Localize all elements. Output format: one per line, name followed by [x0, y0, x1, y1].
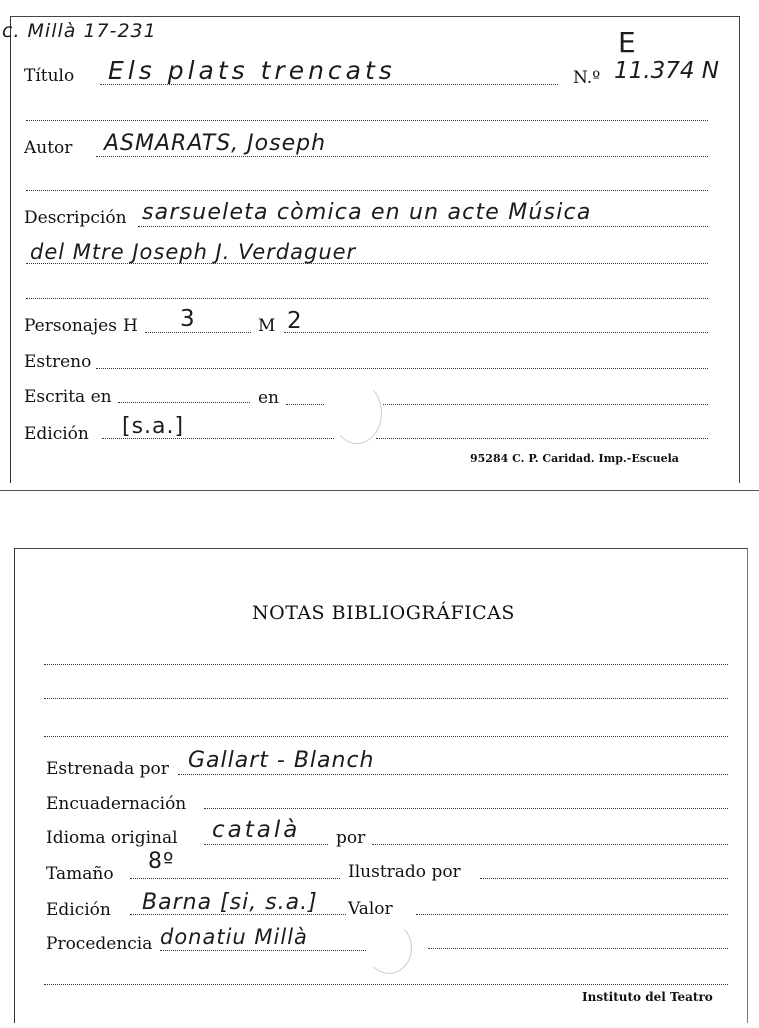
edicion-line [102, 438, 334, 439]
escrita-line [118, 402, 250, 403]
descripcion-line1: sarsueleta còmica en un acte Música [142, 200, 592, 225]
archive-reference: c. Millà 17-231 [2, 20, 157, 42]
estreno-label: Estreno [24, 352, 92, 372]
procedencia-value: donatiu Millà [160, 925, 308, 949]
valor-label: Valor [348, 899, 393, 919]
procedencia-line-2 [428, 948, 728, 949]
notas-line-1 [44, 664, 728, 665]
estrenada-value: Gallart - Blanch [188, 748, 375, 773]
hombres-value: 3 [180, 306, 196, 332]
estrenada-label: Estrenada por [46, 759, 169, 779]
encuadernacion-line [204, 808, 728, 809]
escrita-en-label: en [258, 388, 280, 408]
escrita-en-line-2 [383, 404, 708, 405]
estrenada-line [178, 774, 728, 775]
notas-line-2 [44, 698, 728, 699]
punch-hole-mark [332, 382, 382, 444]
descripcion-line2-rule [26, 263, 708, 264]
titulo-line [100, 84, 558, 85]
back-edicion-value: Barna [si, s.a.] [142, 890, 318, 915]
titulo-label: Título [24, 66, 75, 86]
mujeres-line [284, 332, 708, 333]
autor-value: ASMARATS, Joseph [104, 131, 327, 156]
edicion-line-2 [376, 438, 708, 439]
personajes-label: Personajes [24, 316, 117, 336]
procedencia-extra-line [44, 984, 728, 985]
numero-value: 11.374 N [614, 58, 719, 84]
autor-label: Autor [24, 138, 73, 158]
edicion-value: [s.a.] [122, 414, 185, 439]
escrita-en-line [286, 404, 324, 405]
card-separator [0, 490, 759, 491]
descripcion-label: Descripción [24, 208, 127, 228]
titulo-value: Els plats trencats [108, 56, 396, 85]
mujeres-label: M [258, 316, 276, 336]
estreno-line [96, 368, 708, 369]
printer-note: 95284 C. P. Caridad. Imp.-Escuela [470, 452, 679, 465]
titulo-extra-line [26, 120, 708, 121]
hombres-line [145, 332, 251, 333]
footer-institution: Instituto del Teatro [582, 990, 713, 1004]
back-edicion-line [130, 914, 346, 915]
idioma-value: català [212, 817, 301, 843]
descripcion-extra-line [26, 298, 708, 299]
mujeres-value: 2 [287, 308, 303, 334]
descripcion-line1-rule [138, 226, 708, 227]
numero-label: N.º [573, 68, 601, 88]
edicion-label: Edición [24, 424, 89, 444]
descripcion-line2: del Mtre Joseph J. Verdaguer [30, 240, 357, 264]
idioma-line [204, 844, 328, 845]
idioma-por-label: por [336, 828, 366, 848]
autor-extra-line [26, 190, 708, 191]
encuadernacion-label: Encuadernación [46, 794, 187, 814]
back-edicion-label: Edición [46, 900, 111, 920]
section-letter: E [618, 26, 637, 59]
procedencia-line [160, 950, 368, 951]
idioma-label: Idioma original [46, 828, 178, 848]
punch-hole-mark-back [366, 922, 412, 974]
notas-line-3 [44, 736, 728, 737]
notas-heading: NOTAS BIBLIOGRÁFICAS [252, 602, 515, 624]
procedencia-label: Procedencia [46, 934, 153, 954]
tamano-value: 8º [148, 849, 175, 874]
tamano-line [130, 878, 340, 879]
idioma-por-line [372, 844, 728, 845]
autor-line [96, 156, 708, 157]
ilustrado-label: Ilustrado por [348, 862, 461, 882]
escrita-label: Escrita en [24, 387, 112, 407]
tamano-label: Tamaño [46, 864, 114, 884]
ilustrado-line [480, 878, 728, 879]
valor-line [416, 914, 728, 915]
hombres-label: H [123, 316, 138, 336]
